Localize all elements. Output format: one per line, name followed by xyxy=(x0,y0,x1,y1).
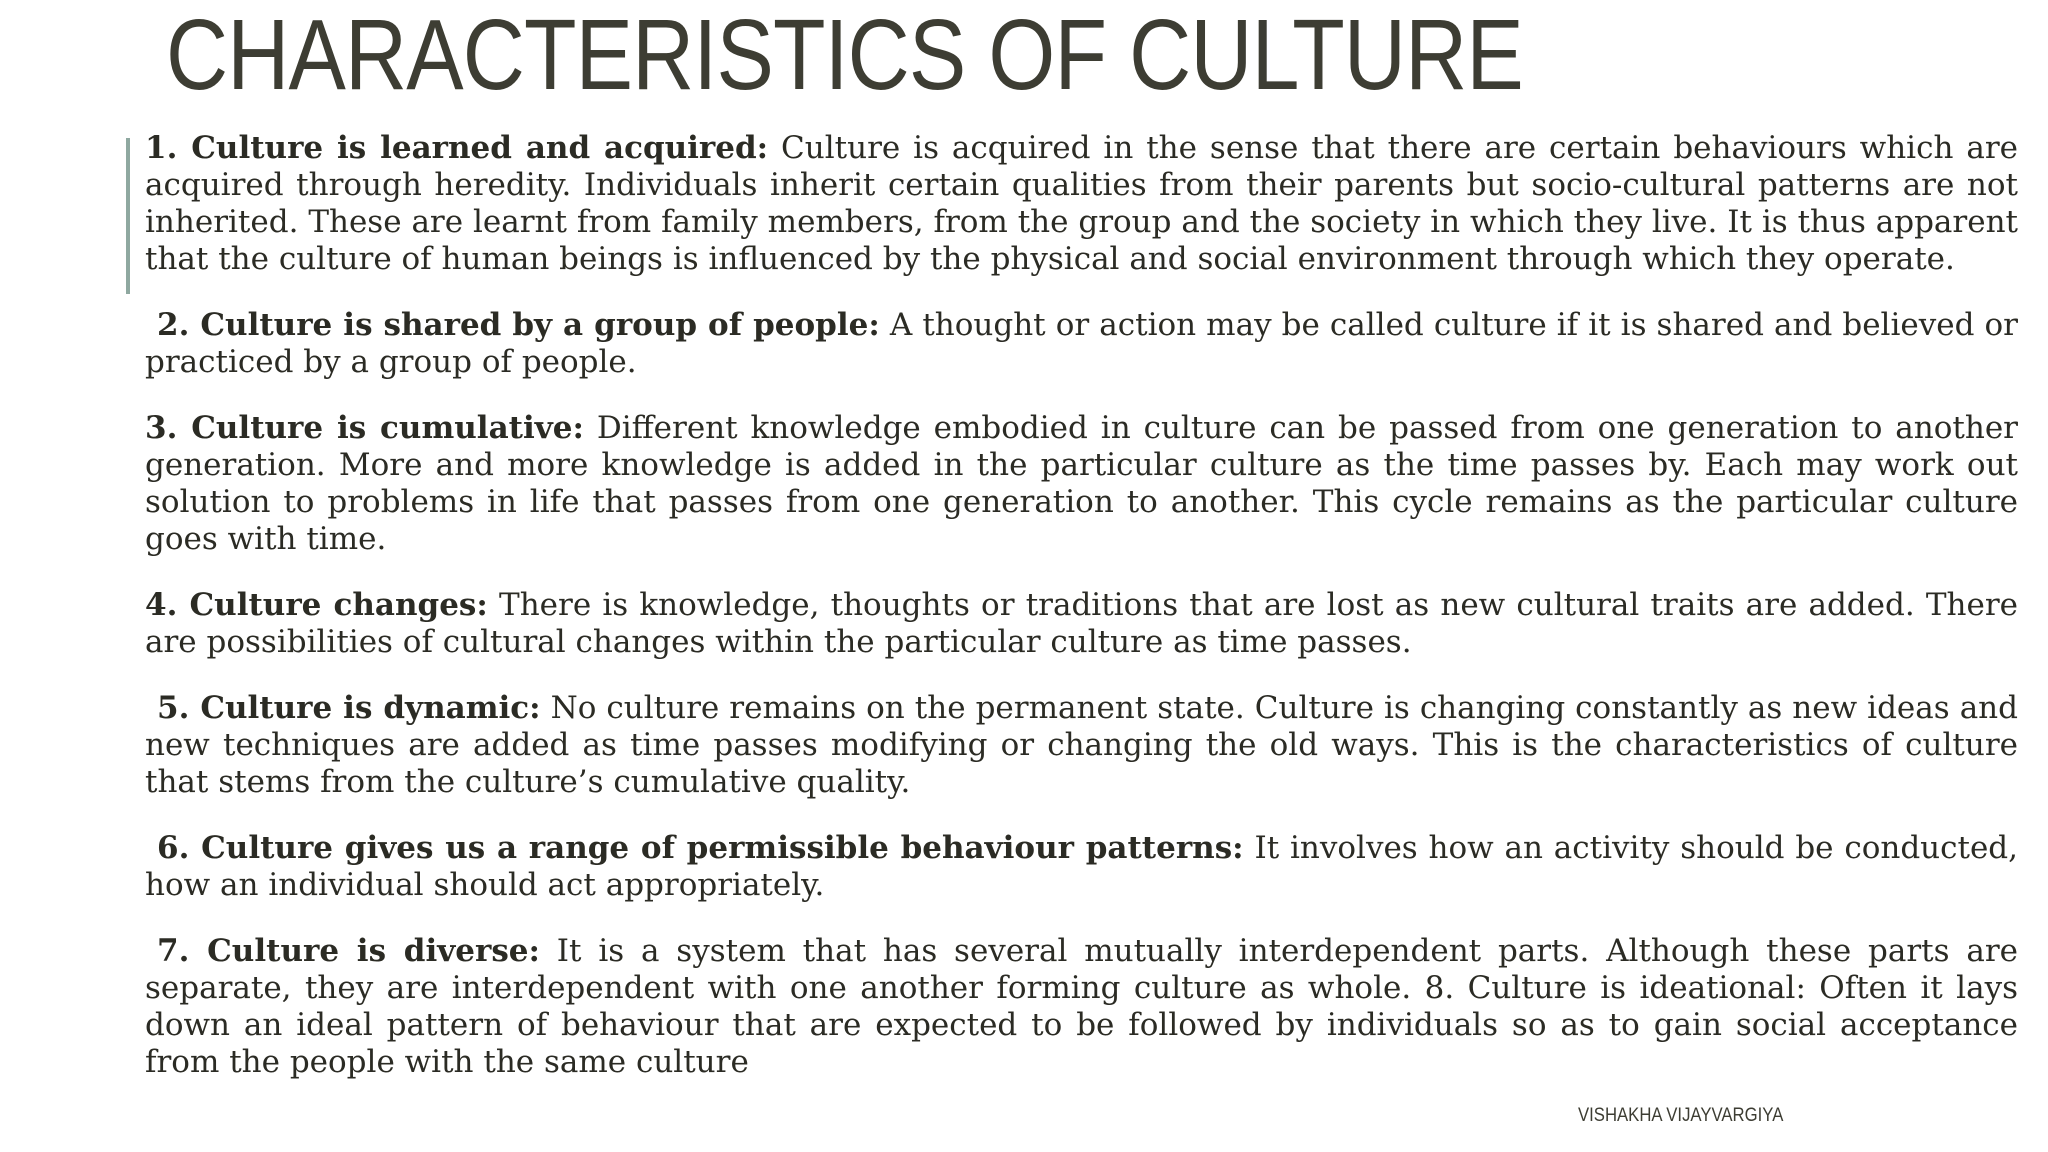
accent-bar xyxy=(126,138,130,294)
item-heading: 6. Culture gives us a range of permissible behaviour patterns: xyxy=(157,830,1244,866)
item-heading: 3. Culture is cumulative: xyxy=(145,410,584,446)
slide-body xyxy=(145,130,2018,1110)
slide-title: CHARACTERISTICS OF CULTURE xyxy=(166,0,1523,111)
list-item xyxy=(145,933,2018,1081)
list-item xyxy=(145,587,2018,661)
item-text: A thought or action may be called culture if it is shared and believed or practiced by a group of people. xyxy=(145,307,2018,380)
item-text: No culture remains on the permanent state. Culture is changing constantly as new ideas and new techniques are added as time passes modifying or changing the old ways. This is the characteristics of culture that stems from the culture’s cumulative quality. xyxy=(145,690,2018,800)
item-heading: 7. Culture is diverse: xyxy=(157,933,540,969)
list-item xyxy=(145,690,2018,801)
list-item xyxy=(145,410,2018,558)
author-credit: VISHAKHA VIJAYVARGIYA xyxy=(1578,1105,1784,1126)
item-heading: 5. Culture is dynamic: xyxy=(157,690,541,726)
item-heading: 2. Culture is shared by a group of people: xyxy=(157,307,880,343)
item-heading: 1. Culture is learned and acquired: xyxy=(145,130,769,166)
item-text: Culture is acquired in the sense that there are certain behaviours which are acquired through heredity. Individuals inherit certain qualities from their parents but socio-cultural patterns are not inherited. These are learnt from family members, from the group and the society in which they live. It is thus apparent that the culture of human beings is influenced by the physical and social environment through which they operate. xyxy=(145,130,2018,277)
list-item xyxy=(145,307,2018,381)
list-item xyxy=(145,830,2018,904)
item-text: There is knowledge, thoughts or traditions that are lost as new cultural traits are added. There are possibilities of cultural changes within the particular culture as time passes. xyxy=(145,587,2019,660)
item-text: It involves how an activity should be conducted, how an individual should act appropriately. xyxy=(145,830,2018,903)
item-heading: 4. Culture changes: xyxy=(145,587,488,623)
item-text: Different knowledge embodied in culture can be passed from one generation to another generation. More and more knowledge is added in the particular culture as the time passes by. Each may work out solution to problems in life that passes from one generation to another. This cycle remains as the particular culture goes with time. xyxy=(145,410,2019,557)
list-item xyxy=(145,130,2018,278)
item-text: It is a system that has several mutually interdependent parts. Although these parts are separate, they are interdependent with one another forming culture as whole. 8. Culture is ideational: Often it lays down an ideal pattern of behaviour that are expected to be followed by individuals so as to gain social acceptance from the people with the same culture xyxy=(145,933,2018,1080)
